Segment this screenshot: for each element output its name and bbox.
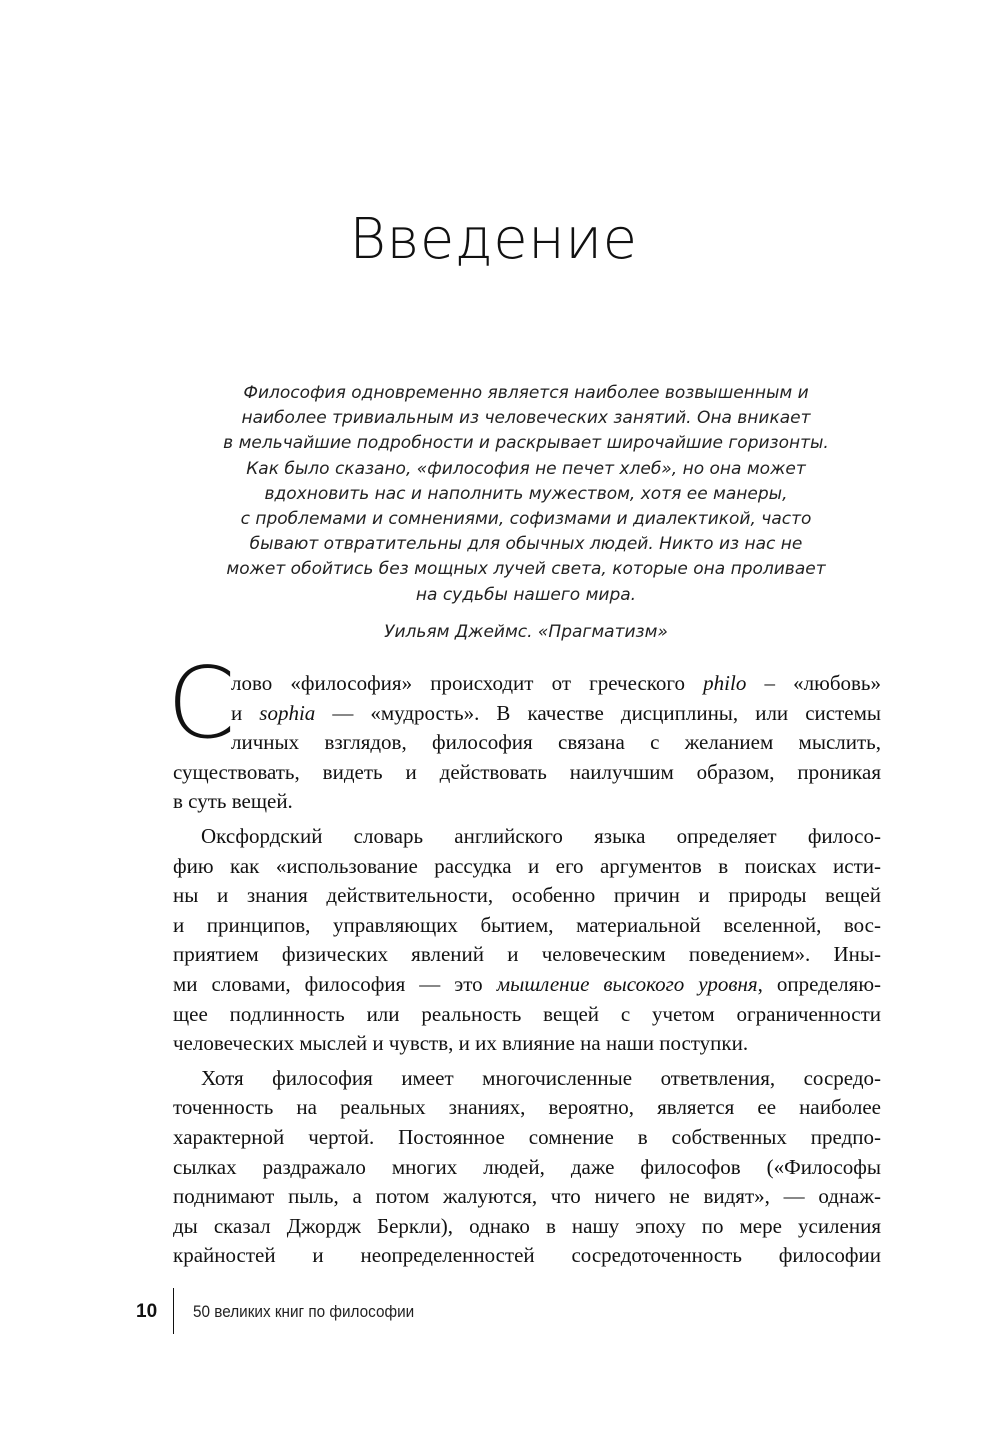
paragraph-3 bbox=[173, 1064, 881, 1271]
page-number: 10 bbox=[136, 1301, 158, 1322]
text-line: личных взглядов, философия связана с желанием мыслить, bbox=[231, 730, 881, 755]
text-line: точенность на реальных знаниях, вероятно, является ее наиболее bbox=[173, 1095, 881, 1120]
emphasis: мышление высокого уровня bbox=[496, 971, 758, 996]
epigraph-line: в мельчайшие подробности и раскрывает широчайшие горизонты. bbox=[223, 433, 829, 454]
chapter-title: Введение bbox=[349, 207, 638, 272]
text-line: ды сказал Джордж Беркли), однако в нашу эпоху по мере усиления bbox=[173, 1213, 881, 1238]
text-line: и принципов, управляющих бытием, материальной вселенной, вос- bbox=[173, 912, 881, 937]
text-line: и sophia — «мудрость». В качестве дисциплины, или системы bbox=[231, 700, 881, 725]
text-line: лово «философия» происходит от греческого philo – «любовь» bbox=[231, 671, 881, 695]
epigraph-line: вдохновить нас и наполнить мужеством, хотя ее манеры, bbox=[264, 483, 788, 504]
text-line: существовать, видеть и действовать наилучшим образом, проникая bbox=[173, 759, 881, 784]
epigraph-line: Философия одновременно является наиболее возвышенным и bbox=[243, 383, 809, 403]
text-line: крайностей и неопределенностей сосредоточенность философии bbox=[173, 1243, 881, 1268]
text-line: приятием физических явлений и человеческим поведением». Ины- bbox=[173, 942, 881, 967]
epigraph-line: бывают отвратительны для обычных людей. Никто из нас не bbox=[249, 534, 803, 555]
text-line: человеческих мыслей и чувств, и их влияние на наши поступки. bbox=[173, 1031, 749, 1056]
epigraph-line: наиболее тривиальным из человеческих занятий. Она вникает bbox=[241, 408, 811, 429]
greek-term: sophia bbox=[259, 700, 316, 725]
text-line: Оксфордский словарь английского языка определяет филосо- bbox=[201, 823, 881, 848]
text-line: поднимают пыль, а потом жалуются, что ничего не видят», — однаж- bbox=[173, 1184, 881, 1209]
text-line: сылках раздражало многих людей, даже философов («Философы bbox=[173, 1154, 881, 1179]
paragraph-1 bbox=[167, 647, 881, 817]
text-line: ны и знания действительности, особенно причин и природы вещей bbox=[173, 883, 881, 908]
footer-divider bbox=[173, 1288, 174, 1334]
running-footer-title: 50 великих книг по философии bbox=[193, 1302, 415, 1321]
epigraph bbox=[168, 381, 884, 608]
epigraph-line: на судьбы нашего мира. bbox=[415, 584, 637, 605]
paragraph-2 bbox=[173, 822, 881, 1059]
text-line: ми словами, философия — это мышление высокого уровня, определяю- bbox=[173, 971, 882, 996]
drop-cap: С bbox=[167, 647, 236, 761]
epigraph-line: может обойтись без мощных лучей света, которые она проливает bbox=[226, 559, 826, 580]
text-line: характерной чертой. Постоянное сомнение в собственных предпо- bbox=[173, 1124, 881, 1149]
text-line: щее подлинность или реальность вещей с учетом ограниченности bbox=[173, 1001, 881, 1026]
epigraph-line: Как было сказано, «философия не печет хлеб», но она может bbox=[246, 458, 806, 479]
text-line: в суть вещей. bbox=[173, 789, 293, 814]
text-line: фию как «использование рассудка и его аргументов в поисках исти- bbox=[173, 853, 881, 878]
epigraph-line: с проблемами и сомнениями, софизмами и диалектикой, часто bbox=[240, 509, 812, 530]
greek-term: philo bbox=[703, 671, 747, 695]
text-line: Хотя философия имеет многочисленные ответвления, сосредо- bbox=[201, 1065, 881, 1090]
body-text bbox=[167, 647, 882, 1271]
epigraph-source: Уильям Джеймс. «Прагматизм» bbox=[384, 622, 668, 642]
